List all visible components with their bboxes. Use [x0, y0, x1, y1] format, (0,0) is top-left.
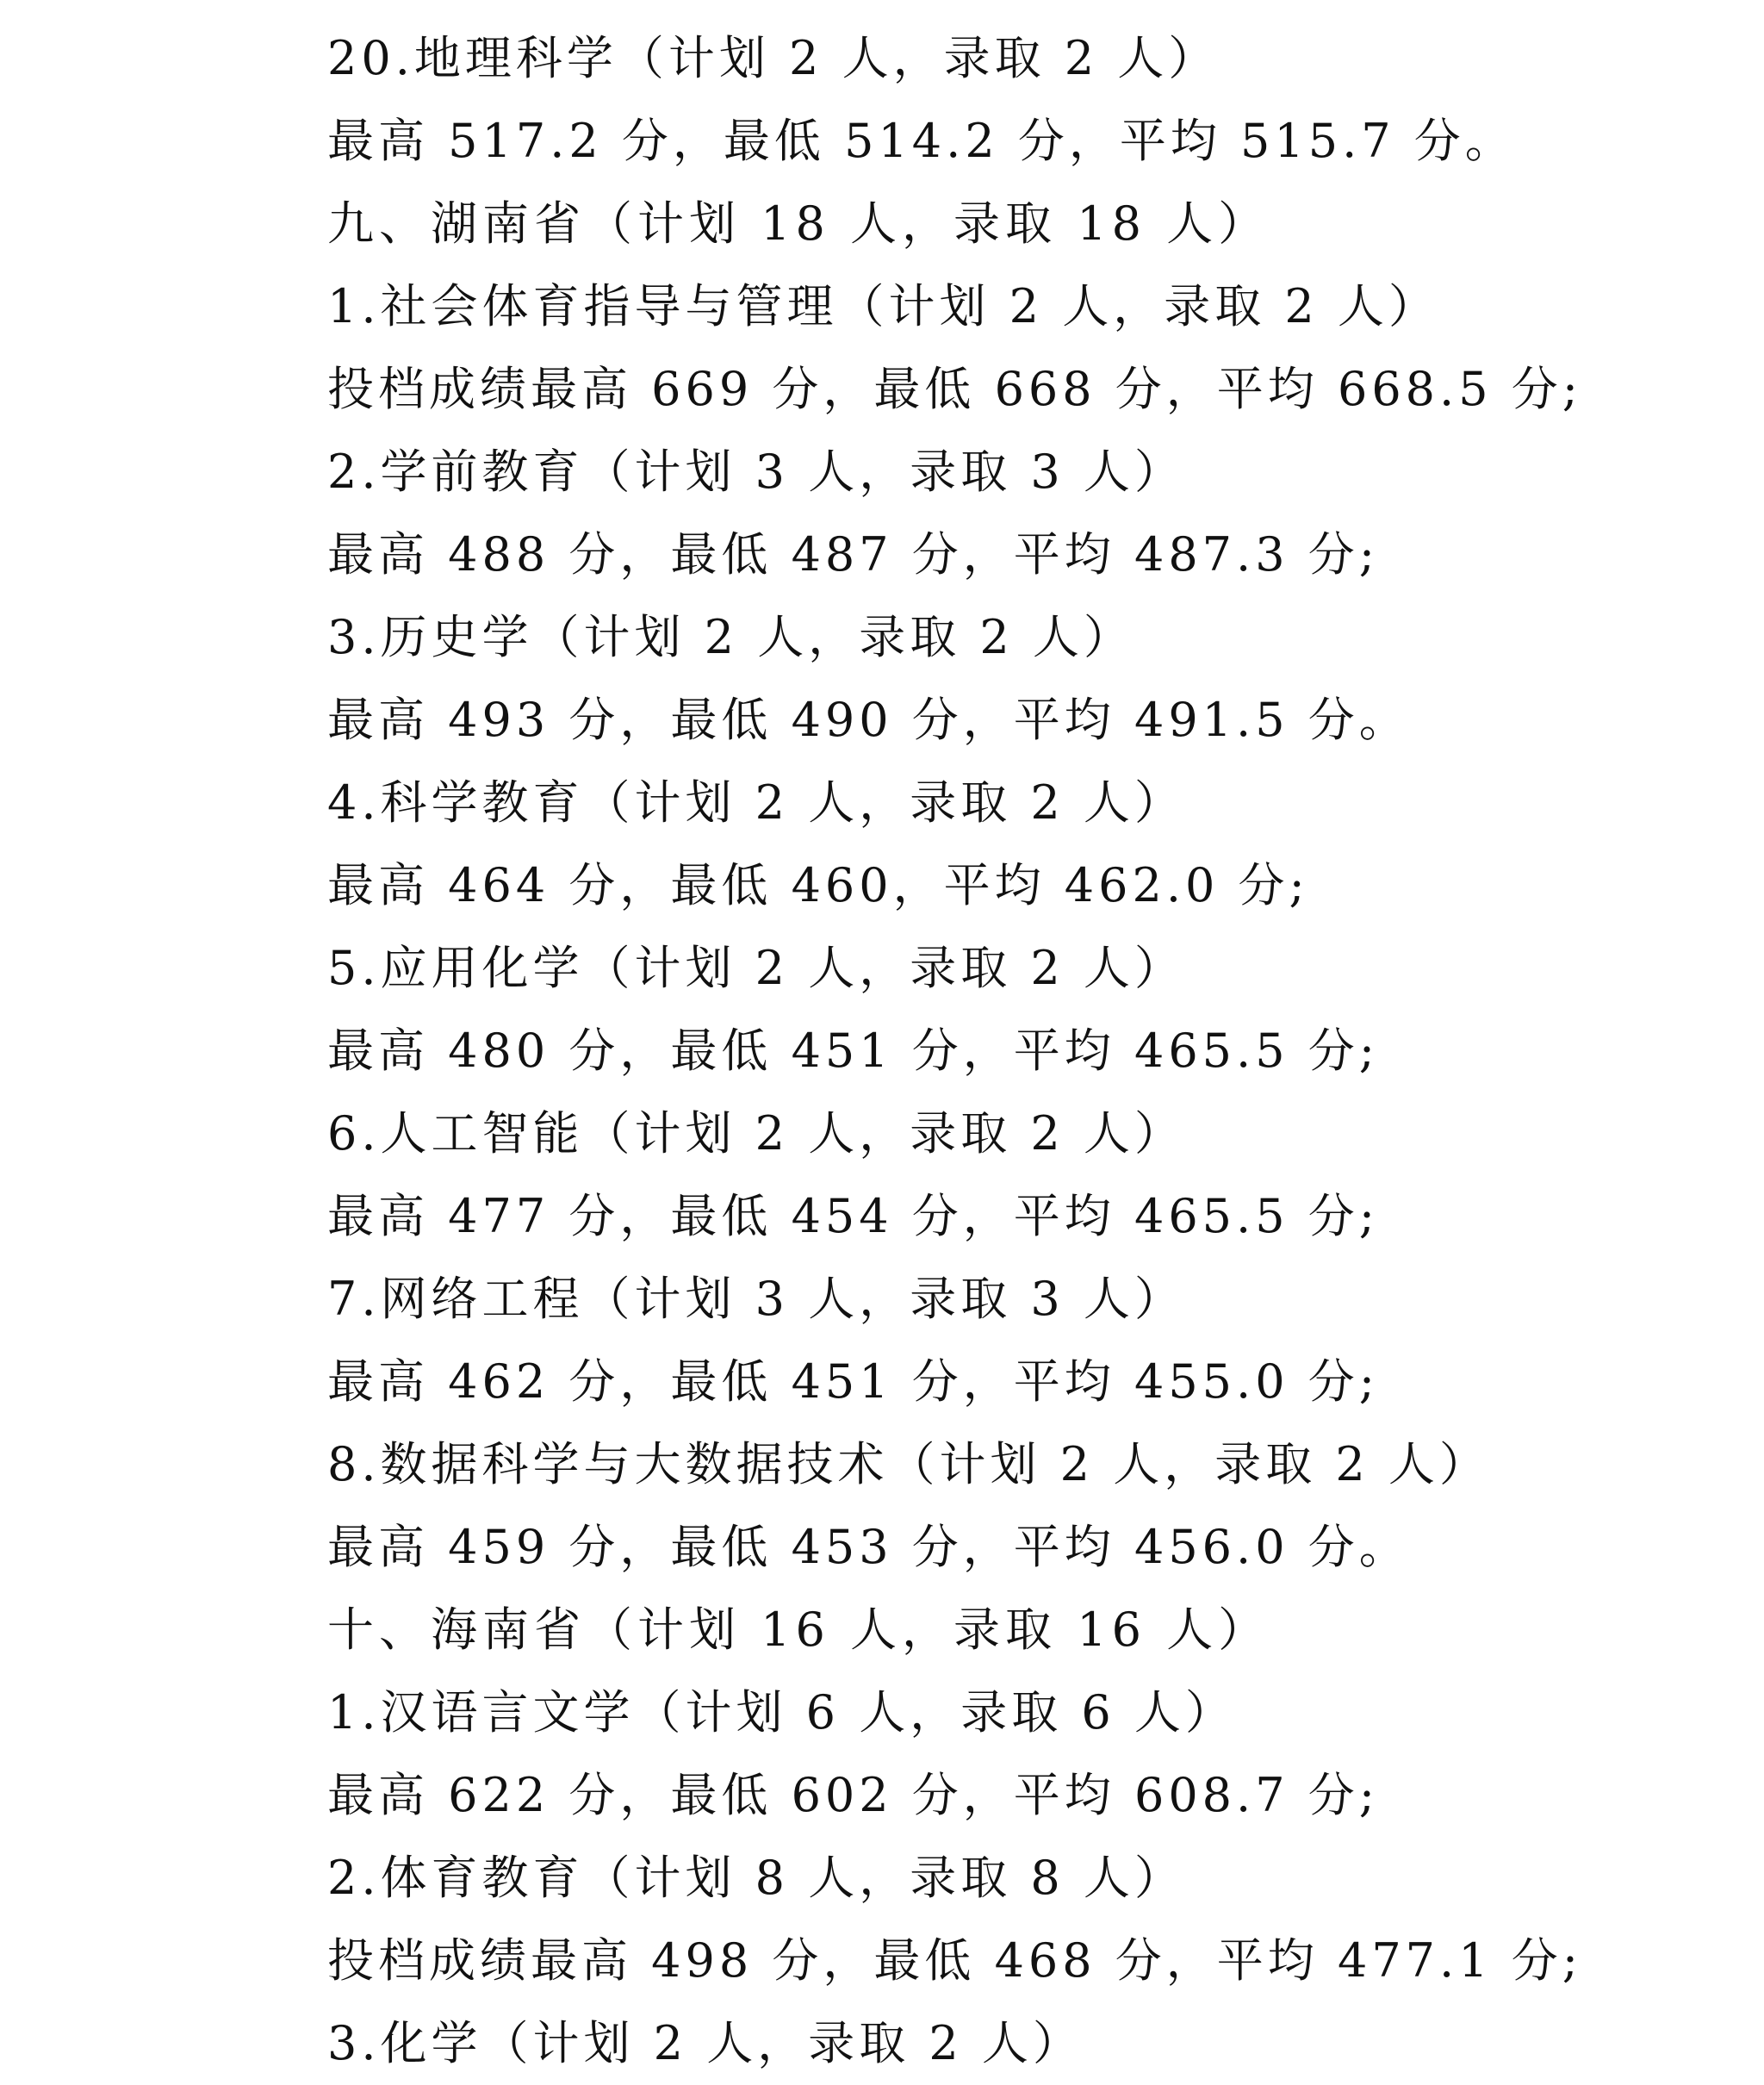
score-line: 投档成绩最高 669 分，最低 668 分，平均 668.5 分;	[327, 362, 1582, 416]
major-heading: 8.数据科学与大数据技术（计划 2 人，录取 2 人）	[327, 1437, 1490, 1491]
major-heading: 3.化学（计划 2 人，录取 2 人）	[327, 2016, 1084, 2070]
score-line: 最高 517.2 分，最低 514.2 分，平均 515.7 分。	[327, 114, 1516, 168]
major-heading: 5.应用化学（计划 2 人，录取 2 人）	[327, 941, 1185, 995]
major-heading: 3.历史学（计划 2 人，录取 2 人）	[327, 610, 1134, 664]
score-line: 最高 462 分，最低 451 分，平均 455.0 分;	[327, 1354, 1379, 1409]
score-line: 最高 459 分，最低 453 分，平均 456.0 分。	[327, 1520, 1410, 1574]
score-line: 最高 480 分，最低 451 分，平均 465.5 分;	[327, 1024, 1379, 1078]
major-heading: 2.学前教育（计划 3 人，录取 3 人）	[327, 445, 1185, 499]
major-heading: 2.体育教育（计划 8 人，录取 8 人）	[327, 1851, 1185, 1905]
score-line: 最高 493 分，最低 490 分，平均 491.5 分。	[327, 693, 1410, 747]
score-line: 最高 622 分，最低 602 分，平均 608.7 分;	[327, 1768, 1379, 1822]
document-body	[327, 17, 1740, 2085]
province-heading-hunan: 九、湖南省（计划 18 人，录取 18 人）	[327, 196, 1270, 251]
major-heading: 1.汉语言文学（计划 6 人，录取 6 人）	[327, 1685, 1236, 1740]
major-heading: 4.科学教育（计划 2 人，录取 2 人）	[327, 775, 1185, 830]
score-line: 最高 488 分，最低 487 分，平均 487.3 分;	[327, 527, 1379, 582]
province-heading-hainan: 十、海南省（计划 16 人，录取 16 人）	[327, 1603, 1270, 1657]
major-heading: 1.社会体育指导与管理（计划 2 人，录取 2 人）	[327, 279, 1439, 333]
score-line: 最高 477 分，最低 454 分，平均 465.5 分;	[327, 1189, 1379, 1243]
score-line: 投档成绩最高 498 分，最低 468 分，平均 477.1 分;	[327, 1933, 1582, 1988]
score-line: 最高 464 分，最低 460，平均 462.0 分;	[327, 858, 1309, 912]
major-heading: 6.人工智能（计划 2 人，录取 2 人）	[327, 1106, 1185, 1161]
major-heading: 7.网络工程（计划 3 人，录取 3 人）	[327, 1272, 1185, 1326]
major-heading-geography: 20.地理科学（计划 2 人，录取 2 人）	[327, 31, 1220, 85]
